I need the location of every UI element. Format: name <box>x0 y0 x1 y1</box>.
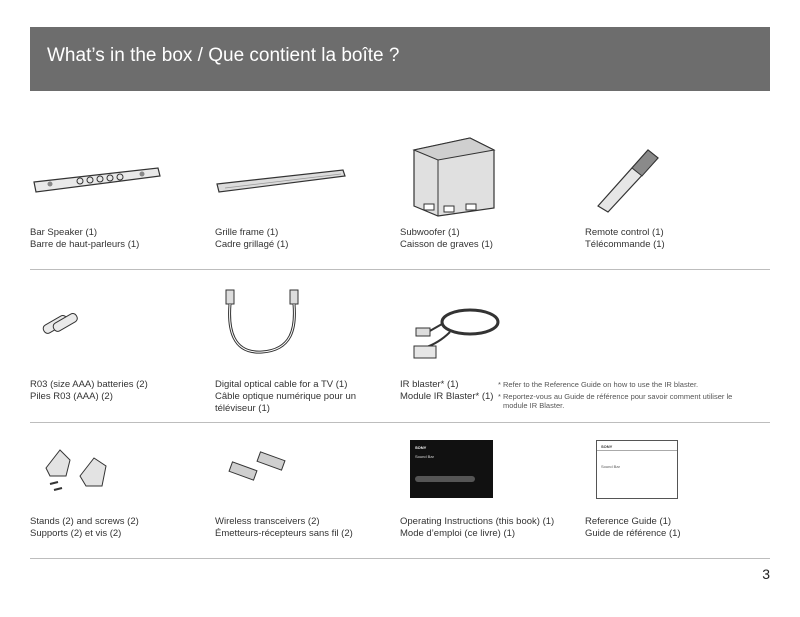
section-header <box>30 27 770 91</box>
book-brand-logo: SONY <box>601 444 613 449</box>
caption-fr-cont: téléviseur (1) <box>215 403 270 414</box>
book-product-image <box>415 476 475 482</box>
page-number: 3 <box>762 566 770 582</box>
caption-fr: Télécommande (1) <box>585 239 665 250</box>
caption-ir-blaster <box>400 379 493 403</box>
footnote-fr: * Reportez-vous au Guide de référence pour savoir comment utiliser le <box>498 392 733 401</box>
caption-en: Stands (2) and screws (2) <box>30 516 139 527</box>
caption-operating-instructions <box>400 516 554 540</box>
row-divider <box>30 422 770 423</box>
caption-subwoofer <box>400 227 493 251</box>
operating-instructions-book <box>410 440 493 498</box>
remote-control-illustration <box>596 148 662 214</box>
caption-fr: Supports (2) et vis (2) <box>30 528 122 539</box>
section-title: What’s in the box / Que contient la boîte ? <box>47 45 400 66</box>
caption-en: Grille frame (1) <box>215 227 279 238</box>
caption-fr: Piles R03 (AAA) (2) <box>30 391 113 402</box>
caption-en: IR blaster* (1) <box>400 379 459 390</box>
caption-en: Subwoofer (1) <box>400 227 460 238</box>
batteries-illustration <box>40 308 82 338</box>
book-product-name: Sound Bar <box>601 464 620 469</box>
row-divider <box>30 558 770 559</box>
footnote-en: * Refer to the Reference Guide on how to use the IR blaster. <box>498 380 699 389</box>
wireless-transceivers-illustration <box>226 452 296 488</box>
caption-fr: Guide de référence (1) <box>585 528 681 539</box>
book-product-name: Sound Bar <box>415 454 434 459</box>
caption-optical-cable <box>215 379 356 415</box>
book-brand-logo: SONY <box>415 445 427 450</box>
caption-fr: Barre de haut-parleurs (1) <box>30 239 140 250</box>
caption-en: Wireless transceivers (2) <box>215 516 320 527</box>
speaker-driver <box>140 172 145 177</box>
footnote-fr-cont: module IR Blaster. <box>503 401 565 410</box>
caption-fr: Émetteurs-récepteurs sans fil (2) <box>215 528 353 539</box>
caption-fr: Mode d’emploi (ce livre) (1) <box>400 528 516 539</box>
stands-and-screws-illustration <box>40 446 120 494</box>
caption-en: R03 (size AAA) batteries (2) <box>30 379 148 390</box>
caption-fr: Câble optique numérique pour un <box>215 391 357 402</box>
caption-en: Digital optical cable for a TV (1) <box>215 379 348 390</box>
caption-batteries <box>30 379 148 403</box>
caption-fr: Module IR Blaster* (1) <box>400 391 494 402</box>
book-divider <box>597 450 677 451</box>
caption-bar-speaker <box>30 227 139 251</box>
caption-remote-control <box>585 227 665 251</box>
caption-en: Bar Speaker (1) <box>30 227 98 238</box>
ir-blaster-illustration <box>410 302 502 364</box>
subwoofer-illustration <box>410 136 496 218</box>
caption-wireless-transceivers <box>215 516 353 540</box>
reference-guide-book <box>596 440 678 499</box>
bar-speaker-illustration <box>30 162 162 198</box>
caption-reference-guide <box>585 516 681 540</box>
optical-cable-illustration <box>222 288 312 360</box>
caption-fr: Caisson de graves (1) <box>400 239 493 250</box>
caption-stands <box>30 516 139 540</box>
caption-en: Reference Guide (1) <box>585 516 672 527</box>
row-divider <box>30 269 770 270</box>
footnote <box>498 380 732 410</box>
grille-frame-illustration <box>215 166 347 196</box>
caption-en: Operating Instructions (this book) (1) <box>400 516 555 527</box>
caption-en: Remote control (1) <box>585 227 664 238</box>
caption-grille-frame <box>215 227 288 251</box>
speaker-driver <box>48 182 53 187</box>
caption-fr: Cadre grillagé (1) <box>215 239 289 250</box>
